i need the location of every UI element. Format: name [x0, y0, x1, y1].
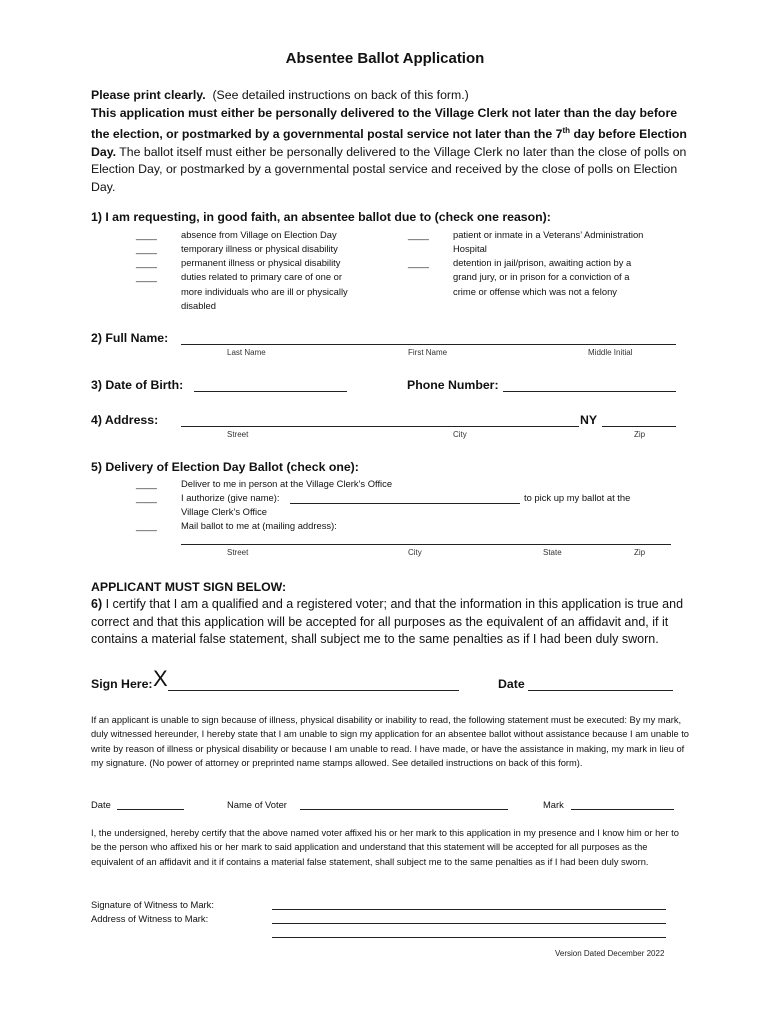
voter-name-label: Name of Voter: [227, 799, 287, 810]
delivery-option-3: Mail ballot to me at (mailing address):: [181, 520, 337, 531]
middle-initial-sublabel: Middle Initial: [588, 348, 633, 357]
sign-date-label: Date: [498, 677, 525, 691]
mailing-address-field[interactable]: [181, 544, 671, 545]
delivery-option-1: Deliver to me in person at the Village Clerk’s Office: [181, 478, 393, 489]
witness-address-field-1[interactable]: [272, 923, 666, 924]
ballot-note-text: The ballot itself must either be personally delivered to the Village Clerk no later than the close of polls on Election Day, or postmarked by a governmental postal service and received by the close of polls on Election Day.: [91, 144, 687, 194]
delivery-checkbox-3[interactable]: ____: [136, 520, 157, 531]
first-name-sublabel: First Name: [408, 348, 448, 357]
reason-checkbox-2[interactable]: ____: [136, 243, 157, 254]
certification-paragraph: 6) I certify that I am a qualified and a registered voter; and that the information in this application is true and correct and that this application will be accepted for all purposes as the equivalent of an affidavit and, if it contains a material false statement, shall subject me to the same penalties as if I had been duly sworn.: [91, 597, 684, 646]
reason-label-1: absence from Village on Election Day: [181, 229, 337, 240]
page-title: Absentee Ballot Application: [285, 50, 485, 67]
reason-label-3: permanent illness or physical disability: [181, 257, 341, 268]
section5-heading: 5) Delivery of Election Day Ballot (check one):: [91, 460, 359, 474]
full-name-label: 2) Full Name:: [91, 331, 169, 345]
mark-label: Mark: [543, 799, 564, 810]
witness-signature-label: Signature of Witness to Mark:: [91, 899, 214, 910]
reason-label-5-cont: Hospital: [453, 243, 487, 254]
delivery-option-2-c: Village Clerk’s Office: [181, 506, 267, 517]
mark-date-label: Date: [91, 799, 111, 810]
print-clearly-text: Please print clearly.: [91, 88, 206, 102]
reason-checkbox-4[interactable]: ____: [136, 271, 157, 282]
delivery-option-2: I authorize (give name):: [181, 492, 280, 503]
delivery-checkbox-2[interactable]: ____: [136, 492, 157, 503]
last-name-sublabel: Last Name: [227, 348, 266, 357]
reason-label-2: temporary illness or physical disability: [181, 243, 338, 254]
sign-date-field[interactable]: [528, 690, 673, 691]
deadline-text: This application must either be personally delivered to the Village Clerk not later than the day before the election, or postmarked by a governmental postal service not later than the 7th day before Election Day.: [91, 105, 687, 159]
reason-label-6-cont2: crime or offense which was not a felony: [453, 286, 617, 297]
signature-x-mark: X: [153, 666, 168, 691]
see-instructions-text: (See detailed instructions on back of this form.): [212, 88, 469, 102]
ny-label: NY: [580, 413, 598, 427]
dob-label: 3) Date of Birth:: [91, 378, 184, 392]
dob-field[interactable]: [194, 391, 347, 392]
reason-label-6-cont: grand jury, or in prison for a conviction of a: [453, 271, 630, 282]
witness-statement-paragraph: I, the undersigned, hereby certify that the above named voter affixed his or her mark to this application in my presence and I know him or her to be the person who affixed his or her mark to said application and understand that this statement will be accepted for all purposes as the equivalent of an affidavit and it if contains a material false statement, shall subject me to the same penalties as if I had been duly sworn.: [91, 828, 679, 867]
mail-state-sublabel: State: [543, 548, 562, 557]
full-name-field[interactable]: [181, 344, 676, 345]
reason-label-4-cont: more individuals who are ill or physically: [181, 286, 348, 297]
phone-label: Phone Number:: [407, 378, 499, 392]
reason-checkbox-6[interactable]: ____: [408, 257, 429, 268]
intro-paragraph: [91, 87, 691, 196]
mark-field[interactable]: [571, 809, 674, 810]
must-sign-heading: APPLICANT MUST SIGN BELOW:: [91, 580, 287, 594]
mark-statement-paragraph: If an applicant is unable to sign because of illness, physical disability or inability to read, the following statement must be executed: By my mark, duly witnessed hereunder, I hereby state that I am unable to sign my application for an absentee ballot without assistance because I am unable to write by reason of illness or physical disability or because I am unable to read. I have made, or have the assistance in making, my mark in lieu of my signature. (No power of attorney or preprinted name stamps allowed. See detailed instructions on back of this form).: [91, 715, 689, 768]
mark-date-field[interactable]: [117, 809, 184, 810]
witness-address-field-2[interactable]: [272, 937, 666, 938]
witness-signature-field[interactable]: [272, 909, 666, 910]
street-sublabel: Street: [227, 430, 249, 439]
delivery-checkbox-1[interactable]: ____: [136, 478, 157, 489]
delivery-option-2-b: to pick up my ballot at the: [524, 492, 631, 503]
mail-city-sublabel: City: [408, 548, 422, 557]
sign-here-label: Sign Here:: [91, 677, 153, 691]
mail-street-sublabel: Street: [227, 548, 249, 557]
witness-address-label: Address of Witness to Mark:: [91, 913, 209, 924]
reason-checkbox-5[interactable]: ____: [408, 229, 429, 240]
reason-checkbox-3[interactable]: ____: [136, 257, 157, 268]
voter-name-field[interactable]: [300, 809, 508, 810]
section1-heading: 1) I am requesting, in good faith, an absentee ballot due to (check one reason):: [91, 210, 551, 224]
mail-zip-sublabel: Zip: [634, 548, 646, 557]
phone-field[interactable]: [503, 391, 676, 392]
signature-field[interactable]: [168, 690, 459, 691]
reason-label-5: patient or inmate in a Veterans’ Administration: [453, 229, 644, 240]
reason-checkbox-1[interactable]: ____: [136, 229, 157, 240]
address-label: 4) Address:: [91, 413, 159, 427]
zip-sublabel: Zip: [634, 430, 646, 439]
street-city-field[interactable]: [181, 426, 579, 427]
version-text: Version Dated December 2022: [555, 949, 665, 958]
reason-label-6: detention in jail/prison, awaiting action by a: [453, 257, 632, 268]
city-sublabel: City: [453, 430, 467, 439]
zip-field[interactable]: [602, 426, 676, 427]
reason-label-4-cont2: disabled: [181, 300, 216, 311]
authorized-name-field[interactable]: [290, 503, 520, 504]
reason-label-4: duties related to primary care of one or: [181, 271, 343, 282]
